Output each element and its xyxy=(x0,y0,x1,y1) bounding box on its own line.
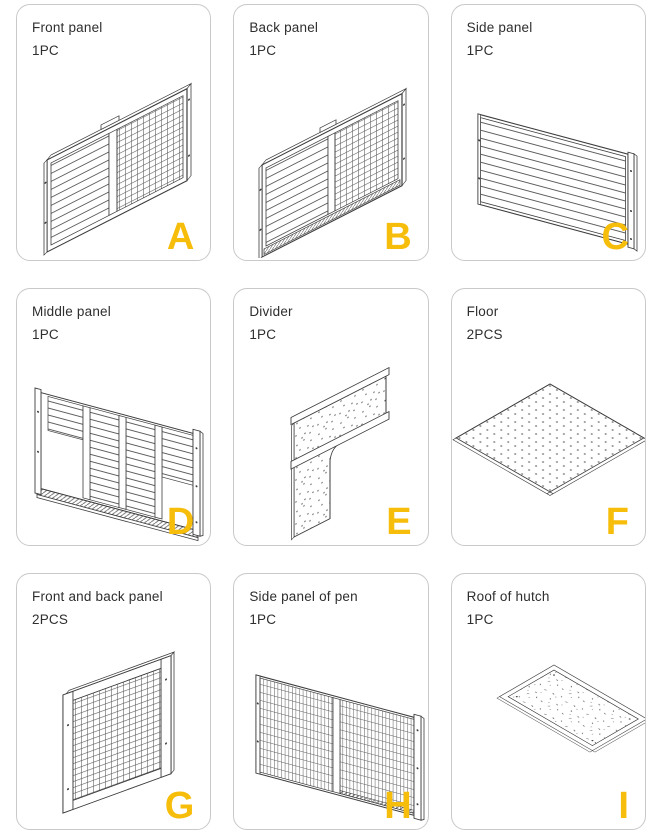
part-letter: G xyxy=(164,785,195,827)
part-letter: B xyxy=(384,216,412,259)
card-pen-side-panel xyxy=(233,573,428,830)
part-letter: E xyxy=(386,500,412,543)
part-title: Front and back panel xyxy=(32,588,163,604)
part-title: Back panel xyxy=(249,20,319,35)
part-title: Front panel xyxy=(32,20,103,35)
part-title: Middle panel xyxy=(32,304,111,320)
part-letter: F xyxy=(605,500,629,543)
part-quantity: 1PC xyxy=(249,43,277,58)
part-quantity: 1PC xyxy=(466,611,494,627)
part-quantity: 2PCS xyxy=(466,327,503,343)
card-front-panel xyxy=(16,4,211,261)
card-hutch-roof xyxy=(451,573,646,830)
part-letter: D xyxy=(166,500,195,543)
part-quantity: 2PCS xyxy=(32,611,69,627)
part-letter: H xyxy=(384,785,412,827)
part-quantity: 1PC xyxy=(32,327,59,343)
part-title: Floor xyxy=(466,304,499,320)
part-quantity: 1PC xyxy=(466,43,494,58)
card-middle-panel xyxy=(16,288,211,545)
part-letter: A xyxy=(166,216,195,259)
part-title: Side panel of pen xyxy=(249,588,358,604)
card-floor xyxy=(451,288,646,545)
part-quantity: 1PC xyxy=(249,611,277,627)
card-back-panel xyxy=(233,4,428,261)
part-title: Roof of hutch xyxy=(466,588,550,604)
part-title: Side panel xyxy=(466,20,533,35)
part-title: Divider xyxy=(249,304,293,320)
part-quantity: 1PC xyxy=(32,43,59,58)
card-front-back-panel xyxy=(16,573,211,830)
part-letter: I xyxy=(618,785,629,827)
card-divider xyxy=(233,288,428,545)
card-side-panel xyxy=(451,4,646,261)
hutch-roof-drawing xyxy=(452,641,646,827)
part-letter: C xyxy=(601,216,629,259)
part-quantity: 1PC xyxy=(249,327,277,343)
